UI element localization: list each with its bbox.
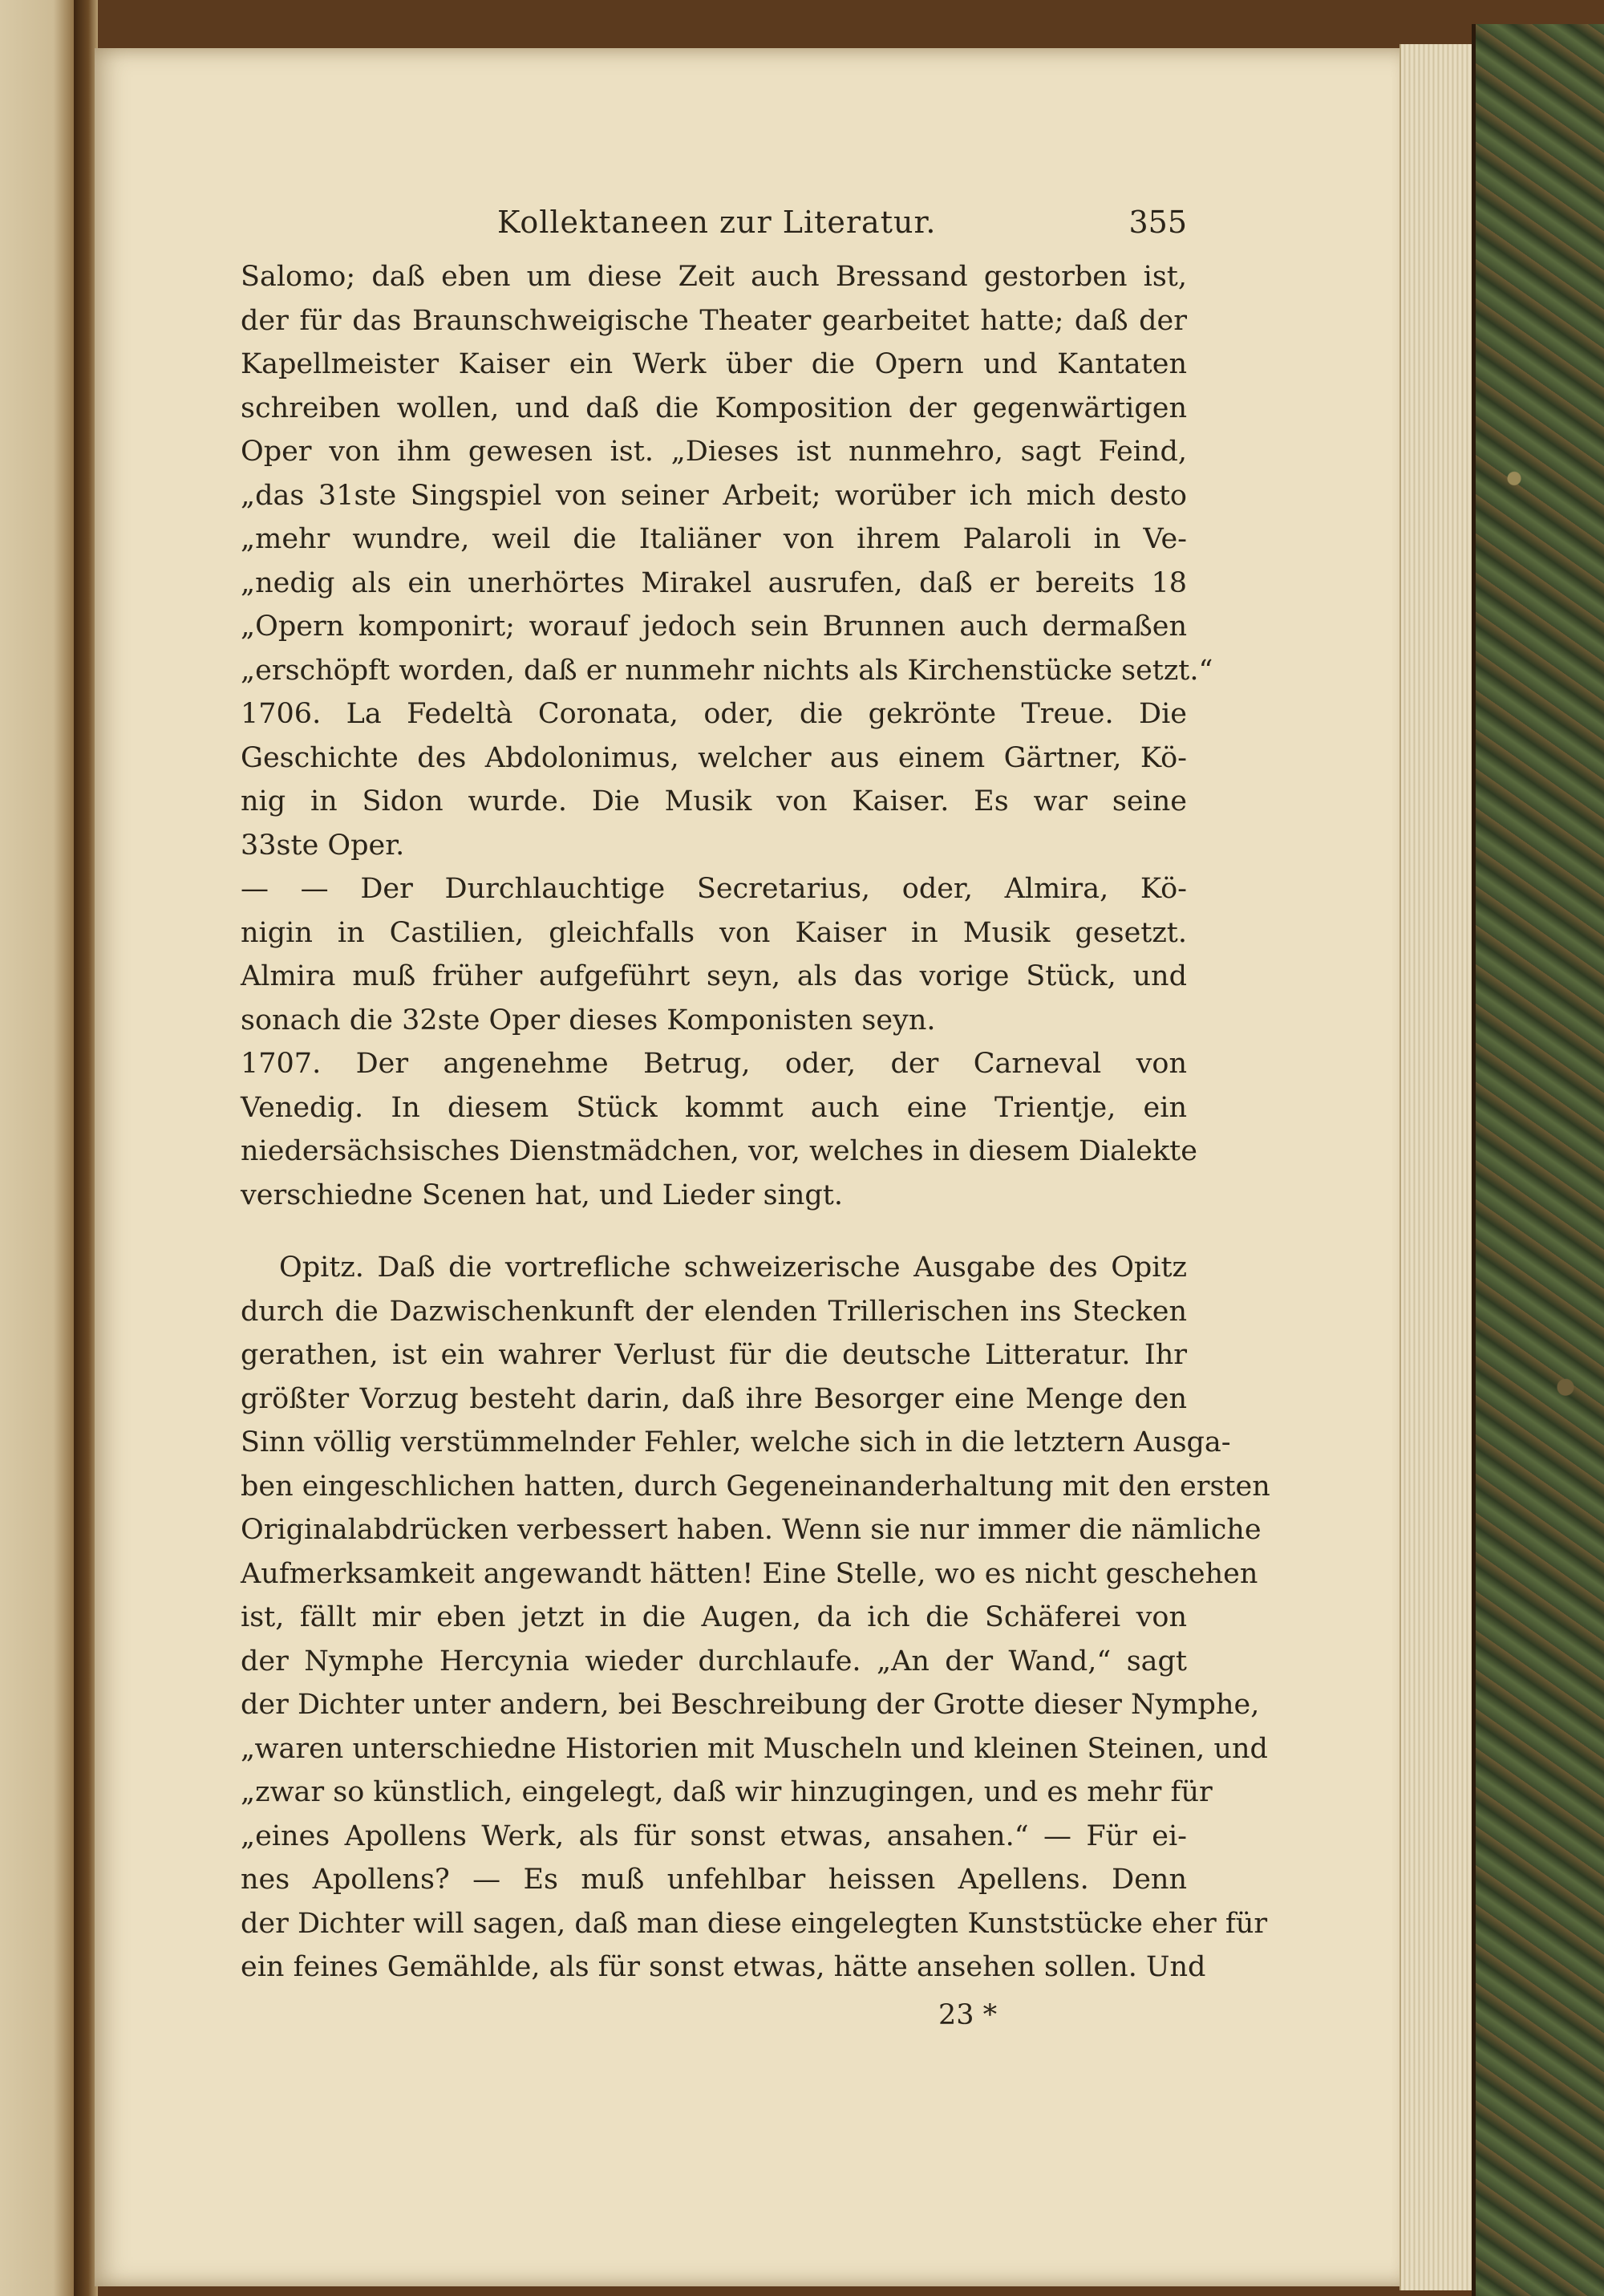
text-line: Almira muß früher aufgeführt seyn, als das vorige Stück, und	[241, 960, 1187, 992]
text-line: der für das Braunschweigische Theater gearbeitet hatte; daß der	[241, 304, 1187, 337]
page-number: 355	[1128, 205, 1187, 240]
text-line: ist, fällt mir eben jetzt in die Augen, da ich die Schäferei von	[241, 1601, 1187, 1633]
marbled-cover	[1476, 24, 1604, 2296]
text-line: Opitz. Daß die vortrefliche schweizerische Ausgabe des Opitz	[279, 1251, 1187, 1284]
text-line: nes Apollens? — Es muß unfehlbar heissen Apellens. Denn	[241, 1864, 1187, 1896]
text-line: „erschöpft worden, daß er nunmehr nichts als Kirchenstücke setzt.“	[241, 654, 1213, 687]
text-line: gerathen, ist ein wahrer Verlust für die deutsche Litteratur. Ihr	[241, 1339, 1187, 1371]
text-line: „Opern komponirt; worauf jedoch sein Brunnen auch dermaßen	[241, 611, 1187, 643]
text-line: ben eingeschlichen hatten, durch Gegeneinanderhaltung mit den ersten	[241, 1470, 1270, 1503]
text-line: „waren unterschiedne Historien mit Muscheln und kleinen Steinen, und	[241, 1732, 1268, 1765]
text-line: ein feines Gemählde, als für sonst etwas, hätte ansehen sollen. Und	[241, 1951, 1206, 1983]
running-title: Kollektaneen zur Literatur.	[497, 205, 937, 240]
text-line: Kapellmeister Kaiser ein Werk über die Opern und Kantaten	[241, 348, 1187, 380]
text-line: „nedig als ein unerhörtes Mirakel ausrufen, daß er bereits 18	[241, 566, 1187, 599]
text-line: durch die Dazwischenkunft der elenden Trillerischen ins Stecken	[241, 1295, 1187, 1328]
text-line: 33ste Oper.	[241, 829, 405, 862]
text-line: „zwar so künstlich, eingelegt, daß wir hinzugingen, und es mehr für	[241, 1776, 1213, 1808]
text-line: Oper von ihm gewesen ist. „Dieses ist nunmehro, sagt Feind,	[241, 436, 1187, 468]
text-line: schreiben wollen, und daß die Komposition der gegenwärtigen	[241, 391, 1187, 424]
text-line: verschiedne Scenen hat, und Lieder singt.	[241, 1178, 843, 1211]
text-line: „mehr wundre, weil die Italiäner von ihrem Palaroli in Ve-	[241, 523, 1187, 555]
text-line: Aufmerksamkeit angewandt hätten! Eine Stelle, wo es nicht geschehen	[241, 1557, 1258, 1590]
signature-mark: 23 *	[938, 1999, 998, 2031]
body-text	[241, 255, 1270, 1990]
text-line: Venedig. In diesem Stück kommt auch eine Trientje, ein	[241, 1091, 1187, 1124]
text-line: niedersächsisches Dienstmädchen, vor, welches in diesem Dialekte	[241, 1135, 1197, 1167]
text-line: sonach die 32ste Oper dieses Komponisten seyn.	[241, 1004, 936, 1036]
text-line: Originalabdrücken verbessert haben. Wenn sie nur immer die nämliche	[241, 1514, 1262, 1546]
text-line: Geschichte des Abdolonimus, welcher aus einem Gärtner, Kö-	[241, 741, 1187, 774]
text-line: Sinn völlig verstümmelnder Fehler, welche sich in die letztern Ausga-	[241, 1426, 1231, 1458]
text-line: 1706. La Fedeltà Coronata, oder, die gekrönte Treue. Die	[241, 698, 1187, 730]
text-line: größter Vorzug besteht darin, daß ihre Besorger eine Menge den	[241, 1382, 1187, 1415]
text-line: „das 31ste Singspiel von seiner Arbeit; worüber ich mich desto	[241, 479, 1187, 512]
page-edges	[1399, 44, 1477, 2290]
text-line: nigin in Castilien, gleichfalls von Kaiser in Musik gesetzt.	[241, 916, 1187, 949]
text-line: 1707. Der angenehme Betrug, oder, der Carneval von	[241, 1048, 1187, 1080]
text-line: nig in Sidon wurde. Die Musik von Kaiser. Es war seine	[241, 785, 1187, 817]
facing-page-edge	[0, 0, 76, 2296]
text-line: „eines Apollens Werk, als für sonst etwas, ansahen.“ — Für ei-	[241, 1819, 1187, 1852]
text-line: der Nymphe Hercynia wieder durchlaufe. „An der Wand,“ sagt	[241, 1645, 1187, 1677]
text-line: — — Der Durchlauchtige Secretarius, oder, Almira, Kö-	[241, 873, 1187, 905]
text-line: der Dichter unter andern, bei Beschreibung der Grotte dieser Nymphe,	[241, 1689, 1260, 1721]
text-line: der Dichter will sagen, daß man diese eingelegten Kunststücke eher für	[241, 1907, 1268, 1940]
text-line: Salomo; daß eben um diese Zeit auch Bressand gestorben ist,	[241, 261, 1187, 293]
page-header	[241, 205, 1187, 245]
